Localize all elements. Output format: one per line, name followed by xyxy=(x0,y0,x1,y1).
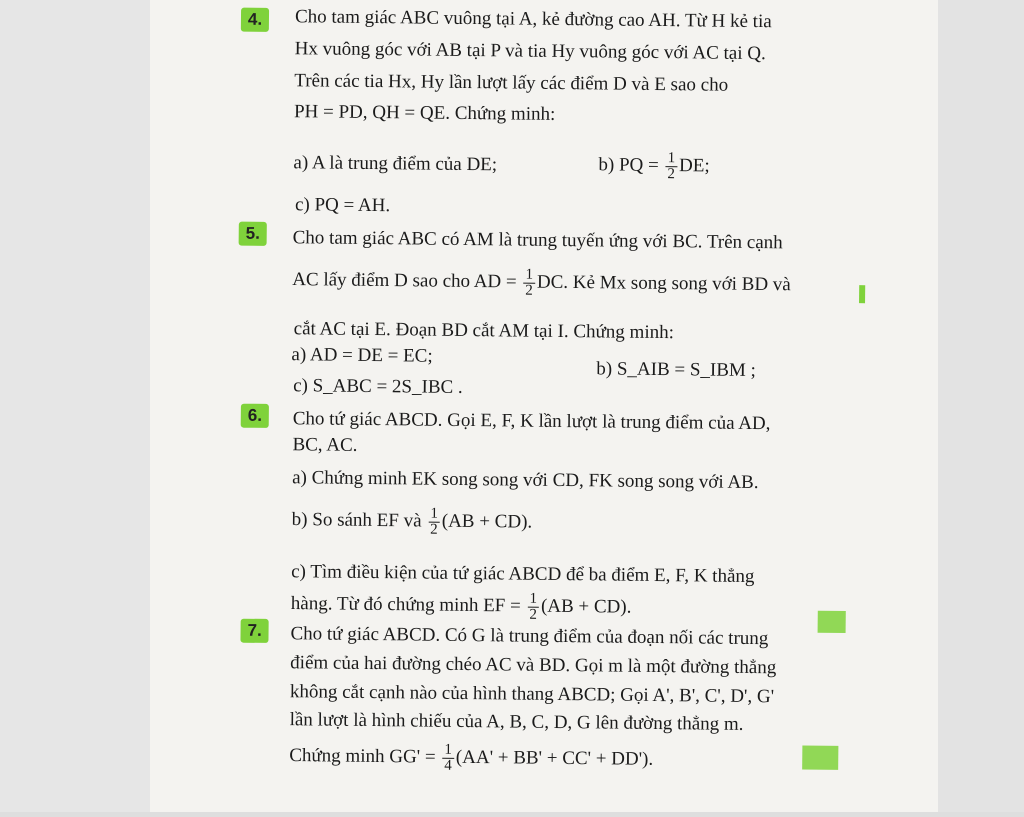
problem-6-part-c-line-2-prefix: hàng. Từ đó chứng minh EF = xyxy=(290,593,526,617)
problem-6-part-b-suffix: (AB + CD). xyxy=(441,510,533,533)
fraction-numerator: 1 xyxy=(523,268,535,284)
highlight-mark xyxy=(802,746,838,770)
problem-7-line-5 xyxy=(289,741,653,776)
problem-7-line-3: không cắt cạnh nào của hình thang ABCD; Gọi A', B', C', D', G' xyxy=(289,681,775,708)
fraction-denominator: 2 xyxy=(525,282,533,299)
problem-4-line-1: Cho tam giác ABC vuông tại A, kẻ đường cao AH. Từ H kẻ tia xyxy=(294,6,772,33)
problem-4-line-2: Hx vuông góc với AB tại P và tia Hy vuông góc với AC tại Q. xyxy=(294,38,766,65)
fraction-numerator: 1 xyxy=(442,743,454,759)
problem-7-number: 7. xyxy=(240,619,268,643)
problem-5-number: 5. xyxy=(239,222,267,246)
fraction-denominator: 2 xyxy=(667,166,676,183)
fraction xyxy=(428,507,440,538)
highlight-mark xyxy=(818,611,846,633)
fraction xyxy=(442,743,454,774)
fraction-denominator: 2 xyxy=(430,521,438,538)
problem-4-part-c: c) PQ = AH. xyxy=(294,194,391,217)
fraction xyxy=(527,592,539,623)
problem-6-part-c-line-2-suffix: (AB + CD). xyxy=(540,595,632,618)
problem-6-part-a: a) Chứng minh EK song song với CD, FK song song với AB. xyxy=(292,467,759,494)
problem-5-part-b: b) S_AIB = S_IBM ; xyxy=(596,358,757,382)
problem-4-part-a: a) A là trung điểm của DE; xyxy=(293,152,498,176)
problem-7-line-4: lần lượt là hình chiếu của A, B, C, D, G lên đường thẳng m. xyxy=(289,709,744,735)
problem-4-part-b-suffix: DE; xyxy=(678,155,710,177)
problem-7-line-1: Cho tứ giác ABCD. Có G là trung điểm của đoạn nối các trung xyxy=(290,623,769,650)
problem-5-line-3: cắt AC tại E. Đoạn BD cắt AM tại I. Chứng minh: xyxy=(293,318,675,344)
problem-6-part-b xyxy=(292,505,533,539)
problem-7-line-5-prefix: Chứng minh GG' = xyxy=(289,745,441,768)
problem-4-line-4: PH = PD, QH = QE. Chứng minh: xyxy=(293,101,556,125)
problem-7-line-5-suffix: (AA' + BB' + CC' + DD'). xyxy=(455,746,654,770)
fraction xyxy=(665,151,677,182)
fraction-numerator: 1 xyxy=(428,507,440,523)
problem-5-part-a: a) AD = DE = EC; xyxy=(291,344,433,367)
fraction-denominator: 2 xyxy=(529,606,538,623)
problem-6-part-b-prefix: b) So sánh EF và xyxy=(291,509,427,532)
fraction-numerator: 1 xyxy=(666,151,678,167)
problem-4-line-3: Trên các tia Hx, Hy lần lượt lấy các điểm D và E sao cho xyxy=(294,70,729,96)
fraction-numerator: 1 xyxy=(527,592,539,608)
problem-5-line-2-suffix: DC. Kẻ Mx song song với BD và xyxy=(536,271,791,296)
problem-5-line-1: Cho tam giác ABC có AM là trung tuyến ứng với BC. Trên cạnh xyxy=(292,227,783,254)
problem-6-part-c-line-2 xyxy=(291,589,632,624)
problem-4-part-b-prefix: b) PQ = xyxy=(598,154,664,176)
highlight-mark xyxy=(859,285,865,303)
problem-6-line-2: BC, AC. xyxy=(292,434,358,456)
problem-5-line-2-prefix: AC lấy điểm D sao cho AD = xyxy=(292,269,522,293)
problem-5-part-c: c) S_ABC = 2S_IBC . xyxy=(293,375,463,398)
fraction xyxy=(523,268,535,299)
problem-6-line-1: Cho tứ giác ABCD. Gọi E, F, K lần lượt là trung điểm của AD, xyxy=(292,408,771,435)
problem-6-part-c-line-1: c) Tìm điều kiện của tứ giác ABCD để ba điểm E, F, K thẳng xyxy=(291,561,755,588)
problem-4-part-b xyxy=(598,150,710,182)
problem-4-number: 4. xyxy=(241,8,269,32)
problem-6-number: 6. xyxy=(241,404,269,428)
problem-5-line-2 xyxy=(292,265,791,301)
problem-7-line-2: điểm của hai đường chéo AC và BD. Gọi m là một đường thẳng xyxy=(290,652,777,679)
fraction-denominator: 4 xyxy=(444,757,452,774)
